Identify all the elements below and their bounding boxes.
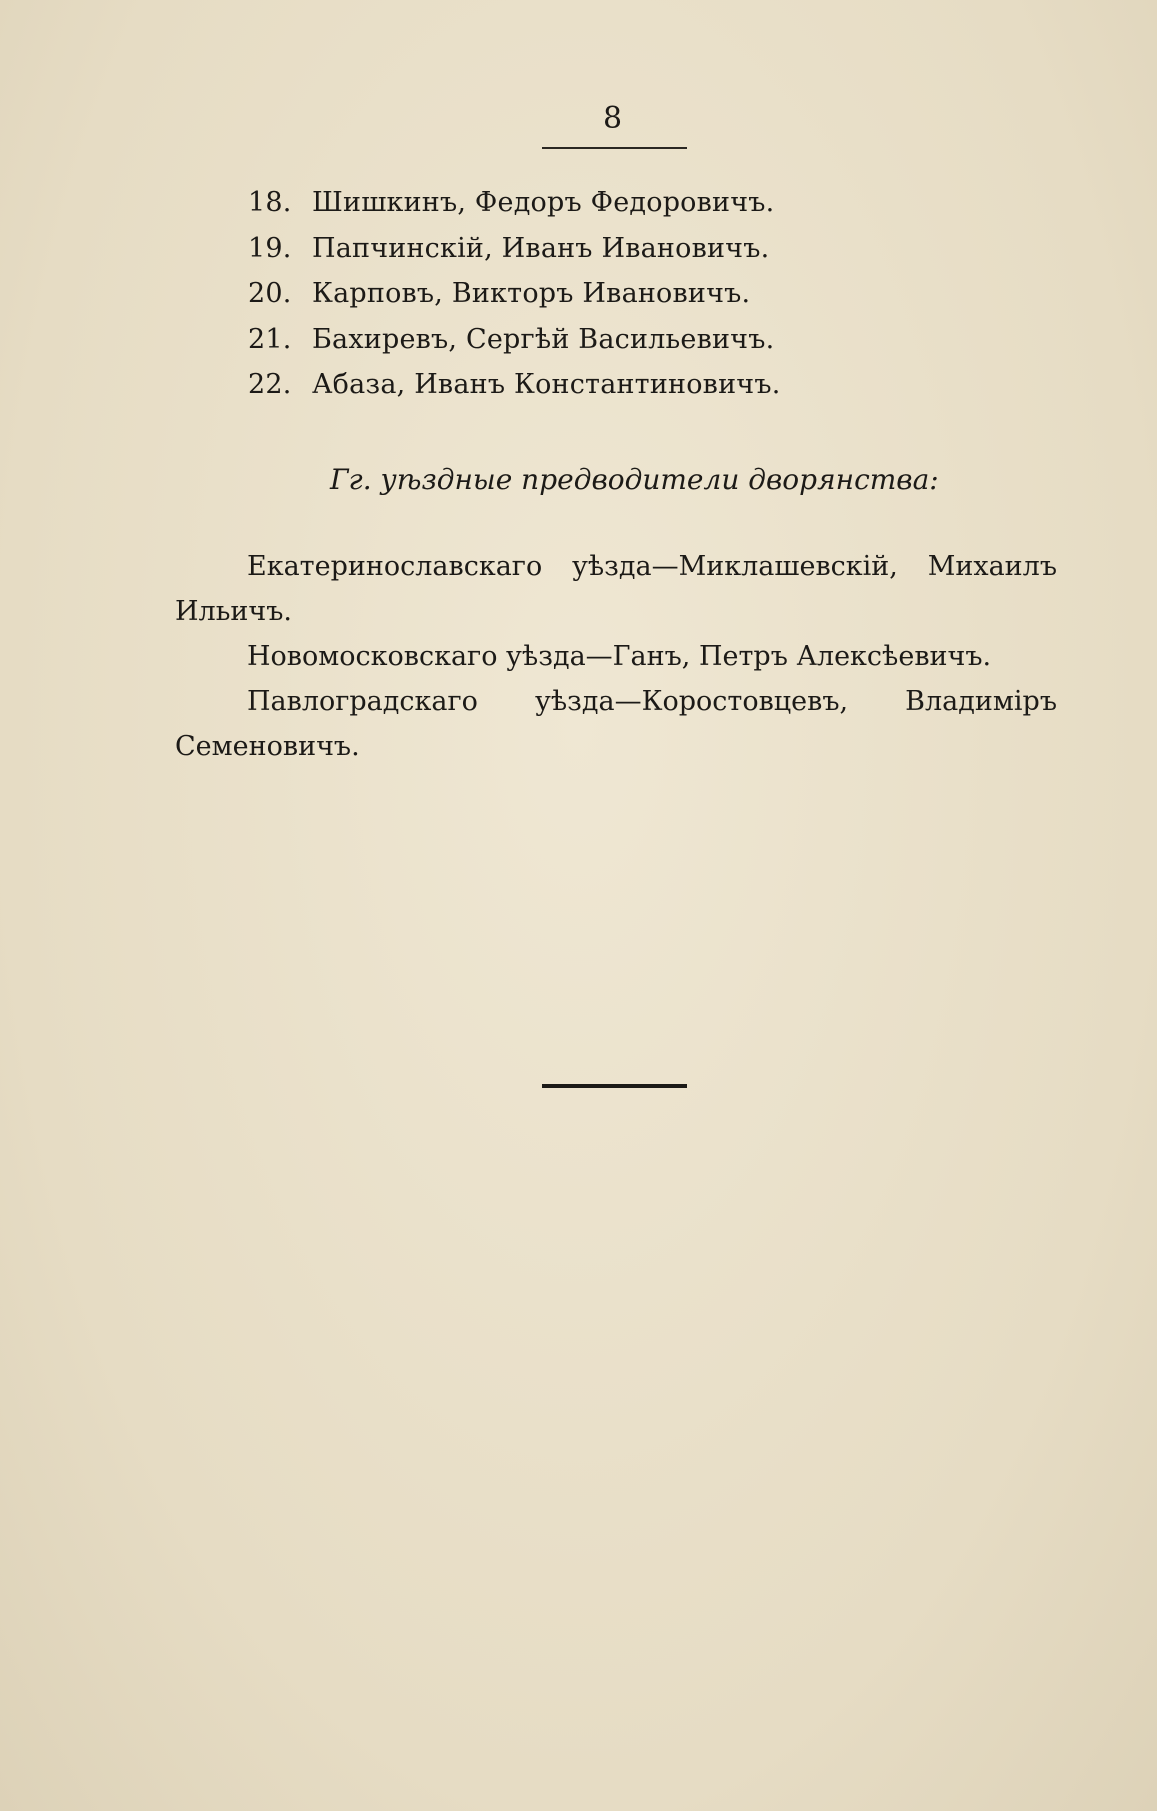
header-rule: [542, 147, 687, 149]
item-number: 18.: [248, 187, 292, 218]
list-item: [248, 180, 780, 226]
item-number: 21.: [248, 323, 292, 355]
member-list: [248, 180, 780, 408]
item-name: Абаза, Иванъ Константиновичъ.: [312, 369, 781, 400]
paragraph: Павлоградскаго уѣзда—Коростовцевъ, Владиміръ Семеновичъ.: [175, 686, 1057, 762]
item-number: 20.: [248, 278, 292, 309]
list-item: [248, 271, 780, 317]
item-number: 19.: [248, 232, 292, 264]
list-item: [248, 226, 780, 272]
item-name: Карповъ, Викторъ Ивановичъ.: [312, 278, 751, 309]
paragraph-block: [175, 544, 1057, 769]
item-name: Папчинскій, Иванъ Ивановичъ.: [312, 232, 770, 264]
item-name: Бахиревъ, Сергѣй Васильевичъ.: [312, 323, 775, 355]
list-item: [248, 317, 780, 363]
paragraph: Новомосковскаго уѣзда—Ганъ, Петръ Алексѣевичъ.: [247, 641, 992, 672]
item-name: Шишкинъ, Федоръ Федоровичъ.: [312, 187, 775, 218]
item-number: 22.: [248, 369, 292, 400]
list-item: [248, 362, 780, 408]
paragraph: Екатеринославскаго уѣзда—Миклашевскій, Михаилъ Ильичъ.: [175, 551, 1057, 627]
footer-rule: [542, 1084, 687, 1088]
section-heading: Гг. уѣздные предводители дворянства:: [330, 463, 939, 496]
page-number: 8: [602, 101, 623, 136]
